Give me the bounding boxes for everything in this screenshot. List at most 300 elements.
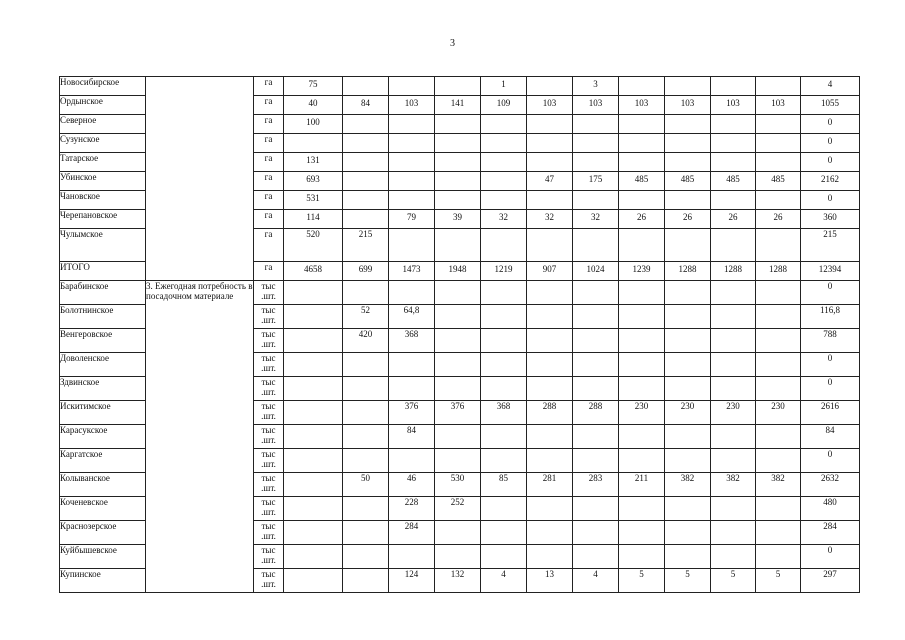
value-cell [665, 115, 711, 134]
value-cell: 485 [665, 172, 711, 191]
value-cell [284, 305, 343, 329]
value-cell [481, 377, 527, 401]
value-cell: 4 [801, 77, 860, 96]
value-cell: 1024 [573, 262, 619, 281]
value-cell: 141 [435, 96, 481, 115]
value-cell [573, 353, 619, 377]
value-cell: 2616 [801, 401, 860, 425]
value-cell: 12394 [801, 262, 860, 281]
region-name: Барабинское [60, 281, 146, 305]
value-cell [665, 425, 711, 449]
value-cell [619, 281, 665, 305]
value-cell [711, 329, 756, 353]
value-cell: 230 [711, 401, 756, 425]
value-cell [435, 281, 481, 305]
value-cell: 368 [389, 329, 435, 353]
value-cell [665, 377, 711, 401]
value-cell [481, 305, 527, 329]
value-cell [756, 305, 801, 329]
value-cell [481, 449, 527, 473]
value-cell [665, 545, 711, 569]
unit-line-2: .шт. [261, 387, 276, 397]
value-cell [665, 77, 711, 96]
value-cell [343, 497, 389, 521]
value-cell [343, 569, 389, 593]
value-cell [619, 425, 665, 449]
value-cell [665, 305, 711, 329]
value-cell [527, 521, 573, 545]
value-cell [573, 449, 619, 473]
unit-line-2: .шт. [261, 483, 276, 493]
value-cell: 46 [389, 473, 435, 497]
value-cell [343, 172, 389, 191]
region-name: Искитимское [60, 401, 146, 425]
value-cell: 0 [801, 377, 860, 401]
value-cell [619, 153, 665, 172]
value-cell: 376 [389, 401, 435, 425]
value-cell [573, 497, 619, 521]
value-cell: 124 [389, 569, 435, 593]
region-name: Колыванское [60, 473, 146, 497]
value-cell [619, 497, 665, 521]
value-cell [284, 521, 343, 545]
value-cell: 1288 [665, 262, 711, 281]
unit-line-2: .шт. [261, 363, 276, 373]
region-name: Доволенское [60, 353, 146, 377]
value-cell [619, 305, 665, 329]
value-cell [284, 569, 343, 593]
category-cell [146, 77, 254, 281]
value-cell [343, 191, 389, 210]
value-cell [619, 134, 665, 153]
value-cell: 1219 [481, 262, 527, 281]
value-cell [343, 353, 389, 377]
value-cell: 26 [619, 210, 665, 229]
value-cell [665, 449, 711, 473]
value-cell [284, 134, 343, 153]
value-cell: 480 [801, 497, 860, 521]
value-cell: 132 [435, 569, 481, 593]
value-cell: 114 [284, 210, 343, 229]
value-cell [756, 191, 801, 210]
unit-cell: га [254, 153, 284, 172]
value-cell: 699 [343, 262, 389, 281]
value-cell [527, 153, 573, 172]
value-cell [389, 377, 435, 401]
value-cell [343, 153, 389, 172]
value-cell: 2632 [801, 473, 860, 497]
value-cell: 230 [756, 401, 801, 425]
value-cell [435, 305, 481, 329]
value-cell [435, 153, 481, 172]
unit-line-1: тыс [261, 305, 276, 315]
value-cell [665, 153, 711, 172]
value-cell [665, 134, 711, 153]
value-cell [481, 329, 527, 353]
unit-line-1: тыс [261, 401, 276, 411]
value-cell [343, 449, 389, 473]
value-cell [435, 229, 481, 262]
value-cell [665, 191, 711, 210]
region-name: Убинское [60, 172, 146, 191]
value-cell [481, 545, 527, 569]
unit-line-1: тыс [261, 329, 276, 339]
value-cell [284, 425, 343, 449]
value-cell: 230 [665, 401, 711, 425]
value-cell [573, 134, 619, 153]
value-cell [711, 425, 756, 449]
value-cell [481, 521, 527, 545]
value-cell [573, 153, 619, 172]
value-cell [527, 449, 573, 473]
value-cell [435, 191, 481, 210]
value-cell: 485 [711, 172, 756, 191]
value-cell: 84 [389, 425, 435, 449]
value-cell: 5 [756, 569, 801, 593]
value-cell [284, 473, 343, 497]
region-name: Ордынское [60, 96, 146, 115]
value-cell: 103 [527, 96, 573, 115]
unit-cell [254, 545, 284, 569]
value-cell [527, 77, 573, 96]
value-cell: 52 [343, 305, 389, 329]
value-cell [711, 229, 756, 262]
value-cell [756, 229, 801, 262]
value-cell: 0 [801, 191, 860, 210]
value-cell [756, 153, 801, 172]
value-cell [619, 353, 665, 377]
region-name: ИТОГО [60, 262, 146, 281]
unit-line-2: .шт. [261, 531, 276, 541]
value-cell [665, 497, 711, 521]
value-cell [481, 134, 527, 153]
category-label: 3. Ежегодная потребность в посадочном материале [146, 281, 254, 593]
value-cell [527, 134, 573, 153]
value-cell: 284 [389, 521, 435, 545]
value-cell: 288 [527, 401, 573, 425]
region-name: Северное [60, 115, 146, 134]
value-cell [343, 425, 389, 449]
value-cell [756, 521, 801, 545]
value-cell: 288 [573, 401, 619, 425]
value-cell [389, 77, 435, 96]
value-cell: 230 [619, 401, 665, 425]
unit-line-2: .шт. [261, 411, 276, 421]
value-cell: 26 [711, 210, 756, 229]
region-name: Карасукское [60, 425, 146, 449]
unit-line-1: тыс [261, 473, 276, 483]
value-cell: 382 [711, 473, 756, 497]
value-cell [284, 449, 343, 473]
value-cell [284, 281, 343, 305]
value-cell [711, 449, 756, 473]
value-cell: 0 [801, 115, 860, 134]
value-cell [343, 281, 389, 305]
value-cell: 103 [665, 96, 711, 115]
value-cell [573, 229, 619, 262]
value-cell [619, 191, 665, 210]
value-cell [756, 497, 801, 521]
value-cell [573, 281, 619, 305]
value-cell [756, 281, 801, 305]
unit-cell [254, 497, 284, 521]
value-cell [665, 521, 711, 545]
value-cell: 32 [573, 210, 619, 229]
value-cell [389, 281, 435, 305]
value-cell [573, 545, 619, 569]
value-cell: 39 [435, 210, 481, 229]
value-cell: 0 [801, 153, 860, 172]
value-cell [756, 329, 801, 353]
value-cell [343, 210, 389, 229]
value-cell [343, 77, 389, 96]
value-cell [665, 329, 711, 353]
value-cell [527, 377, 573, 401]
table-row [60, 281, 860, 305]
unit-line-1: тыс [261, 449, 276, 459]
value-cell [711, 134, 756, 153]
value-cell [284, 329, 343, 353]
unit-cell [254, 377, 284, 401]
unit-cell [254, 449, 284, 473]
value-cell: 1055 [801, 96, 860, 115]
value-cell: 50 [343, 473, 389, 497]
unit-cell [254, 473, 284, 497]
value-cell: 1 [481, 77, 527, 96]
value-cell [284, 353, 343, 377]
unit-line-2: .шт. [261, 555, 276, 565]
value-cell: 211 [619, 473, 665, 497]
unit-line-2: .шт. [261, 339, 276, 349]
unit-cell: га [254, 115, 284, 134]
unit-line-2: .шт. [261, 579, 276, 589]
unit-line-1: тыс [261, 353, 276, 363]
value-cell [389, 545, 435, 569]
value-cell: 283 [573, 473, 619, 497]
value-cell [527, 545, 573, 569]
value-cell [665, 281, 711, 305]
value-cell [756, 353, 801, 377]
unit-cell [254, 425, 284, 449]
unit-line-1: тыс [261, 425, 276, 435]
value-cell: 1239 [619, 262, 665, 281]
value-cell: 40 [284, 96, 343, 115]
region-name: Каргатское [60, 449, 146, 473]
value-cell [527, 425, 573, 449]
value-cell [527, 191, 573, 210]
value-cell: 788 [801, 329, 860, 353]
value-cell [619, 77, 665, 96]
value-cell [573, 305, 619, 329]
value-cell [619, 329, 665, 353]
value-cell: 1948 [435, 262, 481, 281]
region-name: Татарское [60, 153, 146, 172]
value-cell [619, 377, 665, 401]
value-cell: 420 [343, 329, 389, 353]
value-cell [756, 377, 801, 401]
value-cell: 215 [801, 229, 860, 262]
value-cell [527, 497, 573, 521]
value-cell: 75 [284, 77, 343, 96]
value-cell [343, 115, 389, 134]
unit-line-2: .шт. [261, 459, 276, 469]
value-cell [284, 377, 343, 401]
unit-cell: га [254, 134, 284, 153]
value-cell: 531 [284, 191, 343, 210]
value-cell [435, 172, 481, 191]
value-cell: 103 [711, 96, 756, 115]
value-cell [711, 115, 756, 134]
value-cell: 485 [619, 172, 665, 191]
value-cell [435, 77, 481, 96]
region-name: Болотнинское [60, 305, 146, 329]
unit-line-1: тыс [261, 521, 276, 531]
value-cell: 103 [619, 96, 665, 115]
value-cell [756, 134, 801, 153]
value-cell: 3 [573, 77, 619, 96]
unit-line-1: тыс [261, 569, 276, 579]
value-cell: 530 [435, 473, 481, 497]
unit-line-2: .шт. [261, 291, 276, 301]
value-cell [389, 115, 435, 134]
value-cell [711, 545, 756, 569]
value-cell [527, 305, 573, 329]
value-cell: 0 [801, 449, 860, 473]
value-cell: 26 [665, 210, 711, 229]
value-cell [711, 521, 756, 545]
value-cell [389, 353, 435, 377]
value-cell: 47 [527, 172, 573, 191]
value-cell: 64,8 [389, 305, 435, 329]
value-cell: 79 [389, 210, 435, 229]
value-cell [756, 425, 801, 449]
value-cell: 0 [801, 545, 860, 569]
value-cell: 1288 [711, 262, 756, 281]
unit-cell: га [254, 77, 284, 96]
value-cell [527, 353, 573, 377]
value-cell [435, 115, 481, 134]
unit-cell: га [254, 96, 284, 115]
value-cell: 297 [801, 569, 860, 593]
value-cell [343, 401, 389, 425]
value-cell: 109 [481, 96, 527, 115]
value-cell [481, 191, 527, 210]
value-cell: 520 [284, 229, 343, 262]
value-cell [481, 425, 527, 449]
unit-line-1: тыс [261, 497, 276, 507]
value-cell: 32 [527, 210, 573, 229]
unit-line-1: тыс [261, 377, 276, 387]
region-name: Черепановское [60, 210, 146, 229]
value-cell [711, 153, 756, 172]
value-cell [343, 521, 389, 545]
value-cell: 281 [527, 473, 573, 497]
value-cell [481, 115, 527, 134]
region-name: Купинское [60, 569, 146, 593]
value-cell [389, 172, 435, 191]
value-cell [435, 134, 481, 153]
value-cell [481, 497, 527, 521]
region-name: Венгеровское [60, 329, 146, 353]
value-cell [284, 497, 343, 521]
value-cell: 228 [389, 497, 435, 521]
region-name: Сузунское [60, 134, 146, 153]
value-cell [573, 521, 619, 545]
value-cell: 84 [343, 96, 389, 115]
value-cell [435, 521, 481, 545]
table-row [60, 77, 860, 96]
value-cell [527, 281, 573, 305]
unit-line-2: .шт. [261, 507, 276, 517]
value-cell [665, 353, 711, 377]
value-cell: 4 [481, 569, 527, 593]
value-cell: 0 [801, 134, 860, 153]
unit-cell: га [254, 229, 284, 262]
value-cell: 485 [756, 172, 801, 191]
value-cell [389, 153, 435, 172]
value-cell [435, 353, 481, 377]
value-cell [711, 281, 756, 305]
value-cell [711, 77, 756, 96]
value-cell [284, 545, 343, 569]
value-cell: 284 [801, 521, 860, 545]
value-cell: 382 [665, 473, 711, 497]
value-cell: 0 [801, 353, 860, 377]
value-cell [435, 449, 481, 473]
value-cell [435, 545, 481, 569]
value-cell: 103 [573, 96, 619, 115]
value-cell: 116,8 [801, 305, 860, 329]
value-cell: 4658 [284, 262, 343, 281]
value-cell: 360 [801, 210, 860, 229]
region-name: Куйбышевское [60, 545, 146, 569]
value-cell: 32 [481, 210, 527, 229]
value-cell: 693 [284, 172, 343, 191]
value-cell [573, 191, 619, 210]
value-cell: 100 [284, 115, 343, 134]
value-cell [481, 153, 527, 172]
region-name: Коченевское [60, 497, 146, 521]
page-number: 3 [450, 38, 455, 49]
value-cell: 131 [284, 153, 343, 172]
value-cell: 1288 [756, 262, 801, 281]
value-cell [435, 329, 481, 353]
region-name: Чулымское [60, 229, 146, 262]
unit-cell: га [254, 210, 284, 229]
value-cell [619, 449, 665, 473]
value-cell [481, 353, 527, 377]
value-cell [389, 449, 435, 473]
value-cell [343, 134, 389, 153]
value-cell: 5 [619, 569, 665, 593]
region-name: Здвинское [60, 377, 146, 401]
value-cell: 4 [573, 569, 619, 593]
value-cell [435, 377, 481, 401]
region-name: Новосибирское [60, 77, 146, 96]
value-cell [619, 229, 665, 262]
value-cell: 907 [527, 262, 573, 281]
value-cell: 2162 [801, 172, 860, 191]
unit-line-2: .шт. [261, 435, 276, 445]
value-cell [665, 229, 711, 262]
value-cell [573, 329, 619, 353]
value-cell [435, 425, 481, 449]
unit-cell [254, 281, 284, 305]
value-cell [527, 115, 573, 134]
value-cell: 5 [665, 569, 711, 593]
value-cell [619, 545, 665, 569]
unit-cell: га [254, 262, 284, 281]
